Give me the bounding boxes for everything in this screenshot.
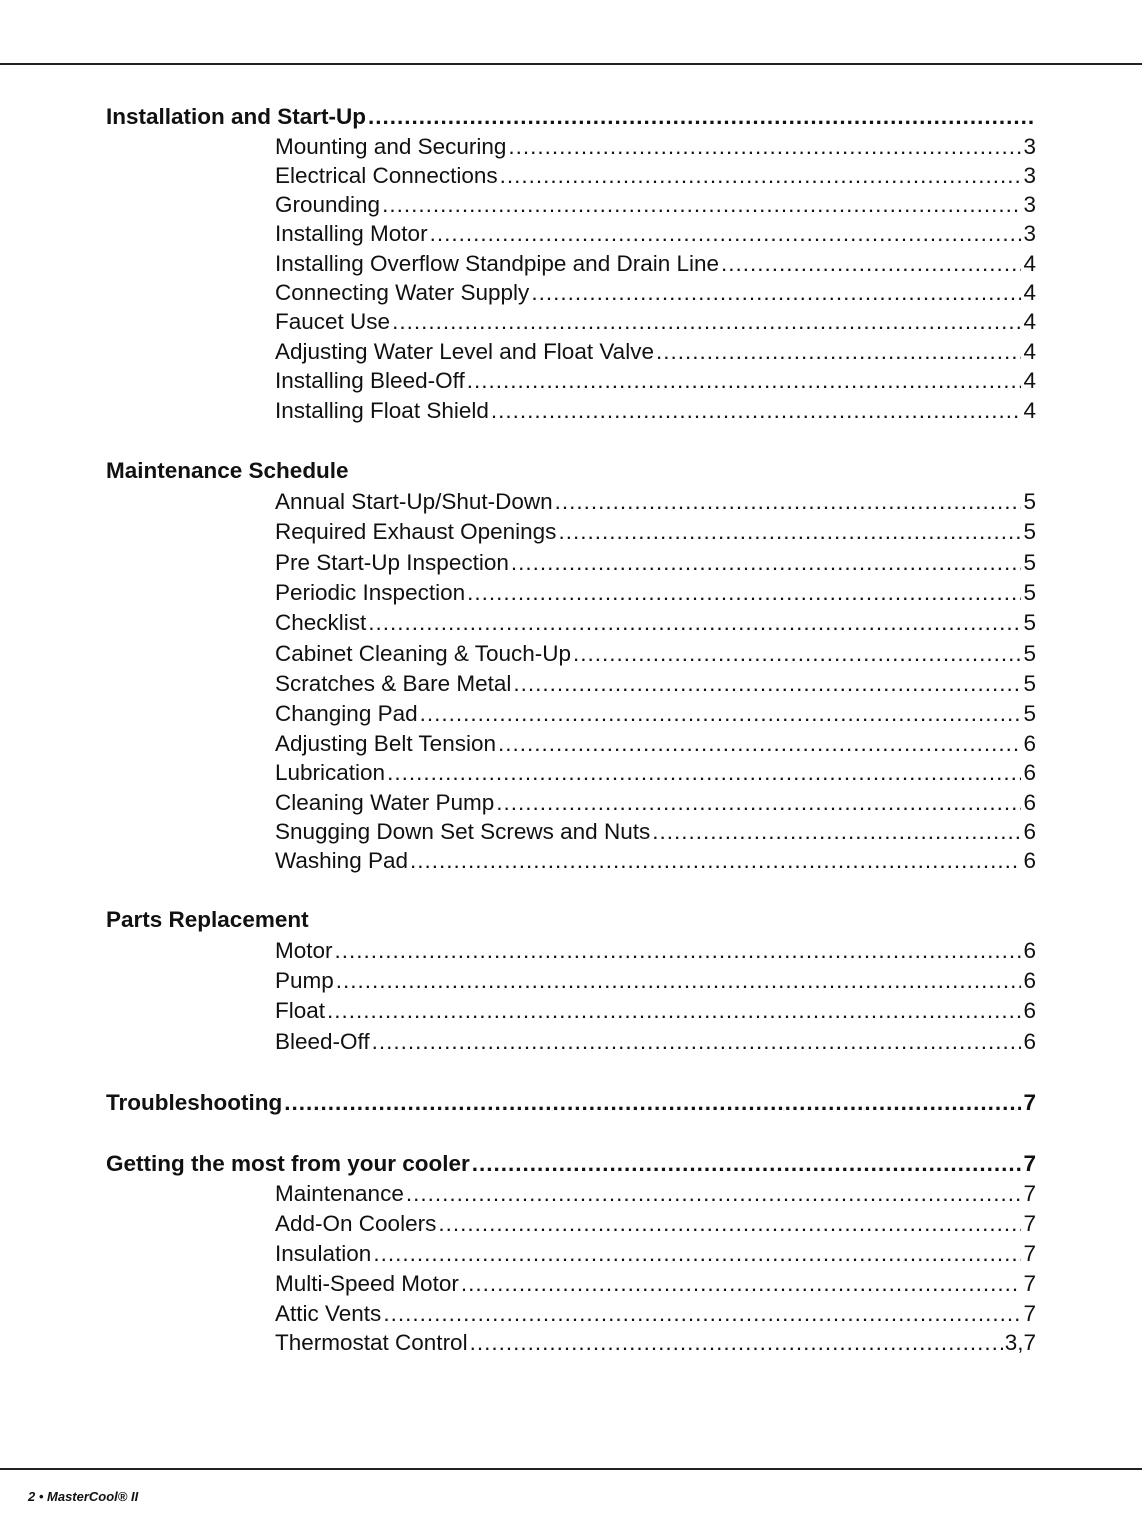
toc-entry[interactable] [275, 338, 1036, 366]
section-title: Maintenance Schedule [106, 458, 349, 483]
dot-leader [470, 1329, 1003, 1357]
toc-entry[interactable] [275, 518, 1036, 546]
toc-entry[interactable] [275, 279, 1036, 307]
dot-leader [652, 818, 1021, 846]
toc-entry[interactable] [275, 1300, 1036, 1328]
entry-label: Motor [275, 938, 333, 963]
entry-label: Faucet Use [275, 309, 391, 334]
toc-entry[interactable] [275, 1329, 1036, 1357]
entry-label: Insulation [275, 1241, 372, 1266]
toc-entry[interactable] [275, 640, 1036, 668]
dot-leader [500, 162, 1022, 190]
entry-page: 7 [1023, 1181, 1036, 1206]
toc-entry[interactable] [275, 730, 1036, 758]
toc-entry[interactable] [275, 789, 1036, 817]
entry-page: 6 [1023, 760, 1036, 785]
dot-leader [491, 397, 1022, 425]
entry-label: Float [275, 998, 326, 1023]
entry-page: 5 [1023, 701, 1036, 726]
toc-entry[interactable] [275, 1028, 1036, 1056]
dot-leader [467, 579, 1021, 607]
entry-label: Lubrication [275, 760, 386, 785]
toc-entry[interactable] [275, 367, 1036, 395]
dot-leader [513, 670, 1021, 698]
toc-section-installation[interactable] [106, 103, 1036, 131]
toc-section-troubleshooting[interactable] [106, 1089, 1036, 1117]
dot-leader [438, 1210, 1021, 1238]
entry-page: 5 [1023, 671, 1036, 696]
entry-label: Periodic Inspection [275, 580, 466, 605]
entry-label: Washing Pad [275, 848, 408, 873]
toc-entry[interactable] [275, 937, 1036, 965]
dot-leader [406, 1180, 1022, 1208]
entry-label: Mounting and Securing [275, 134, 507, 159]
toc-entry[interactable] [275, 759, 1036, 787]
bottom-rule [0, 1468, 1142, 1470]
dot-leader [467, 367, 1022, 395]
entry-page: 5 [1023, 641, 1036, 666]
toc-entry[interactable] [275, 488, 1036, 516]
dot-leader [496, 789, 1021, 817]
entry-page: 7 [1023, 1241, 1036, 1266]
top-rule [0, 63, 1142, 65]
entry-page: 4 [1023, 280, 1036, 305]
entry-label: Installing Bleed-Off [275, 368, 465, 393]
dot-leader [368, 103, 1034, 131]
entry-page: 7 [1023, 1271, 1036, 1296]
dot-leader [420, 700, 1022, 728]
entry-label: Electrical Connections [275, 163, 498, 188]
toc-entry[interactable] [275, 1240, 1036, 1268]
entry-label: Checklist [275, 610, 367, 635]
toc-entry[interactable] [275, 191, 1036, 219]
entry-page: 6 [1023, 968, 1036, 993]
entry-page: 5 [1023, 610, 1036, 635]
entry-page: 6 [1023, 790, 1036, 815]
section-title: Installation and Start-Up [106, 104, 367, 129]
entry-label: Annual Start-Up/Shut-Down [275, 489, 553, 514]
page-footer: 2 • MasterCool® II [28, 1489, 139, 1504]
entry-page: 5 [1023, 550, 1036, 575]
entry-label: Adjusting Belt Tension [275, 731, 496, 756]
toc-entry[interactable] [275, 220, 1036, 248]
section-title: Troubleshooting [106, 1090, 283, 1115]
toc-entry[interactable] [275, 397, 1036, 425]
dot-leader [461, 1270, 1022, 1298]
toc-entry[interactable] [275, 579, 1036, 607]
entry-label: Snugging Down Set Screws and Nuts [275, 819, 651, 844]
toc-entry[interactable] [275, 133, 1036, 161]
toc-section-parts-replacement[interactable] [106, 906, 1036, 934]
entry-page: 6 [1023, 848, 1036, 873]
dot-leader [387, 759, 1021, 787]
toc-entry[interactable] [275, 1180, 1036, 1208]
entry-page: 5 [1023, 489, 1036, 514]
dot-leader [372, 1028, 1022, 1056]
dot-leader [327, 997, 1021, 1025]
entry-label: Grounding [275, 192, 381, 217]
entry-label: Adjusting Water Level and Float Valve [275, 339, 654, 364]
dot-leader [284, 1089, 1021, 1117]
entry-label: Installing Overflow Standpipe and Drain Line [275, 251, 720, 276]
section-title: Getting the most from your cooler [106, 1151, 470, 1176]
dot-leader [555, 488, 1022, 516]
toc-section-getting-most[interactable] [106, 1150, 1036, 1178]
dot-leader [531, 279, 1021, 307]
entry-page: 6 [1023, 938, 1036, 963]
section-page: 7 [1023, 1090, 1036, 1115]
toc-entry[interactable] [275, 250, 1036, 278]
entry-page: 3 [1023, 192, 1036, 217]
dot-leader [508, 133, 1021, 161]
dot-leader [498, 730, 1022, 758]
toc-entry[interactable] [275, 818, 1036, 846]
entry-label: Installing Float Shield [275, 398, 489, 423]
dot-leader [373, 1240, 1021, 1268]
entry-page: 4 [1023, 251, 1036, 276]
entry-label: Required Exhaust Openings [275, 519, 557, 544]
entry-page: 6 [1023, 1029, 1036, 1054]
entry-label: Cabinet Cleaning & Touch-Up [275, 641, 572, 666]
entry-label: Installing Motor [275, 221, 428, 246]
dot-leader [335, 937, 1022, 965]
toc-entry[interactable] [275, 549, 1036, 577]
dot-leader [392, 308, 1021, 336]
entry-label: Multi-Speed Motor [275, 1271, 459, 1296]
entry-page: 3,7 [1004, 1330, 1036, 1355]
toc-entry[interactable] [275, 847, 1036, 875]
toc-entry[interactable] [275, 700, 1036, 728]
dot-leader [430, 220, 1022, 248]
entry-page: 4 [1023, 339, 1036, 364]
dot-leader [336, 967, 1022, 995]
toc-entry[interactable] [275, 967, 1036, 995]
entry-label: Add-On Coolers [275, 1211, 437, 1236]
toc-entry[interactable] [275, 997, 1036, 1025]
dot-leader [368, 609, 1021, 637]
entry-page: 3 [1023, 163, 1036, 188]
dot-leader [511, 549, 1022, 577]
entry-page: 5 [1023, 580, 1036, 605]
toc-section-maintenance[interactable] [106, 457, 1036, 485]
entry-page: 4 [1023, 398, 1036, 423]
entry-label: Maintenance [275, 1181, 404, 1206]
entry-label: Pump [275, 968, 334, 993]
entry-page: 3 [1023, 221, 1036, 246]
entry-page: 3 [1023, 134, 1036, 159]
dot-leader [558, 518, 1021, 546]
dot-leader [383, 1300, 1021, 1328]
toc-entry[interactable] [275, 609, 1036, 637]
entry-page: 4 [1023, 309, 1036, 334]
dot-leader [656, 338, 1022, 366]
entry-label: Cleaning Water Pump [275, 790, 495, 815]
entry-label: Bleed-Off [275, 1029, 370, 1054]
entry-label: Changing Pad [275, 701, 418, 726]
toc-entry[interactable] [275, 162, 1036, 190]
toc-entry[interactable] [275, 1270, 1036, 1298]
entry-label: Attic Vents [275, 1301, 382, 1326]
dot-leader [472, 1150, 1022, 1178]
entry-label: Pre Start-Up Inspection [275, 550, 509, 575]
entry-page: 7 [1023, 1211, 1036, 1236]
toc-entry[interactable] [275, 308, 1036, 336]
dot-leader [573, 640, 1021, 668]
entry-page: 5 [1023, 519, 1036, 544]
dot-leader [382, 191, 1021, 219]
entry-label: Scratches & Bare Metal [275, 671, 512, 696]
entry-label: Connecting Water Supply [275, 280, 530, 305]
toc-entry[interactable] [275, 670, 1036, 698]
entry-page: 6 [1023, 731, 1036, 756]
entry-label: Thermostat Control [275, 1330, 468, 1355]
section-title: Parts Replacement [106, 907, 309, 932]
entry-page: 7 [1023, 1301, 1036, 1326]
toc-entry[interactable] [275, 1210, 1036, 1238]
entry-page: 4 [1023, 368, 1036, 393]
entry-page: 6 [1023, 819, 1036, 844]
entry-page: 6 [1023, 998, 1036, 1023]
section-page: 7 [1023, 1151, 1036, 1176]
dot-leader [410, 847, 1021, 875]
dot-leader [721, 250, 1021, 278]
